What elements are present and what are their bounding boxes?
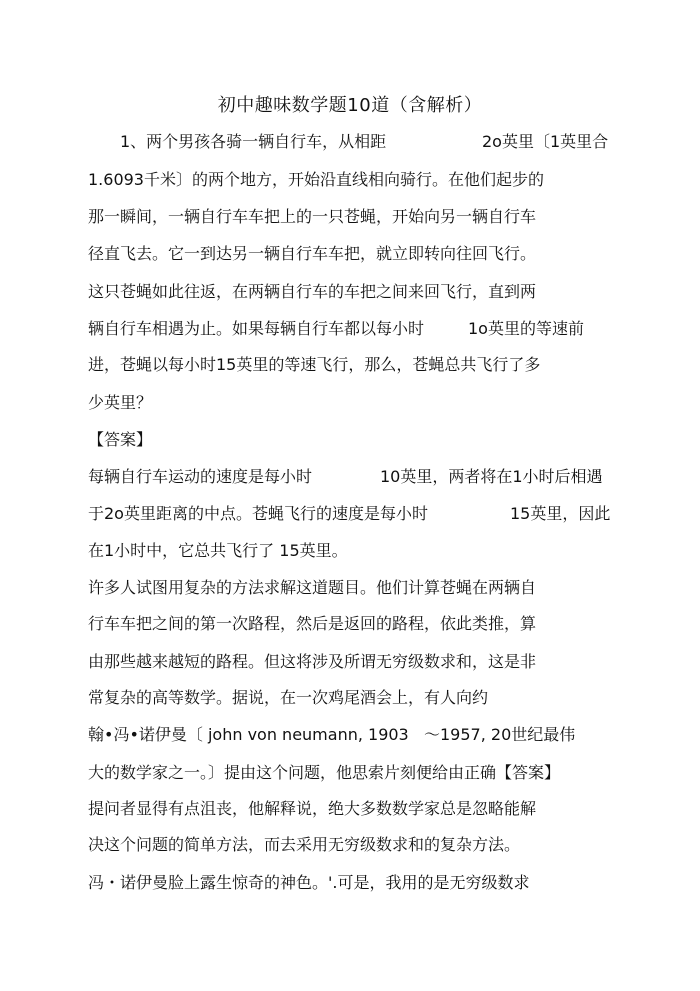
paragraph-line	[88, 205, 536, 229]
text-segment: 行车车把之间的第一次路程，然后是返回的路程，依此类推，算	[88, 614, 537, 633]
paragraph-line	[88, 465, 603, 489]
text-segment: 每辆自行车运动的速度是每小时	[88, 467, 313, 486]
section-heading-answer	[88, 428, 152, 452]
text-segment: 径直飞去。它一到达另一辆自行车车把，就立即转向往回飞行。	[88, 244, 537, 263]
paragraph-line	[88, 686, 488, 710]
paragraph-line	[88, 317, 584, 341]
text-segment: 1、两个男孩各骑一辆自行车，从相距	[120, 132, 387, 151]
text-segment: 进，苍蝇以每小时15英里的等速飞行，那么，苍蝇总共飞行了多	[88, 355, 541, 374]
paragraph-line	[88, 576, 536, 600]
paragraph-line	[88, 761, 560, 785]
paragraph-line	[88, 612, 536, 636]
text-segment: 在1小时中，它总共飞行了 15英里。	[88, 541, 348, 560]
paragraph-line	[88, 833, 520, 857]
paragraph-line	[88, 168, 544, 192]
text-segment: 冯・诺伊曼脸上露生惊奇的神色。'.可是，我用的是无穷级数求	[88, 873, 530, 892]
paragraph-line	[88, 353, 540, 377]
text-segment: 【答案】	[88, 430, 153, 449]
text-segment: 1.6093千米〕的两个地方，开始沿直线相向骑行。在他们起步的	[88, 170, 544, 189]
text-segment: 这只苍蝇如此往返，在两辆自行车的车把之间来回飞行，直到两	[88, 282, 537, 301]
text-segment: 于2o英里距离的中点。苍蝇飞行的速度是每小时	[88, 504, 428, 523]
text-segment: 决这个问题的简单方法，而去采用无穷级数求和的复杂方法。	[88, 835, 521, 854]
text-segment: 10英里，两者将在1小时后相遇	[380, 467, 603, 486]
text-segment: 许多人试图用复杂的方法求解这道题目。他们计算苍蝇在两辆自	[88, 578, 537, 597]
text-segment: 大的数学家之一。〕提由这个问题，他思索片刻便给由正确【答案】	[88, 763, 561, 782]
paragraph-line	[120, 130, 609, 154]
text-segment: 由那些越来越短的路程。但这将涉及所谓无穷级数求和，这是非	[88, 652, 537, 671]
text-segment: 辆自行车相遇为止。如果每辆自行车都以每小时	[88, 319, 425, 338]
paragraph-line	[88, 539, 348, 563]
text-segment: 少英里？	[88, 393, 153, 412]
page-title: 初中趣味数学题10道（含解析）	[217, 95, 483, 116]
paragraph-line	[88, 242, 536, 266]
paragraph-line	[88, 871, 530, 895]
text-segment: 1o英里的等速前	[468, 319, 584, 338]
paragraph-line	[88, 502, 611, 526]
text-segment: 翰•冯•诺伊曼〔 john von neumann, 1903	[88, 725, 409, 744]
text-segment: 那一瞬间，一辆自行车车把上的一只苍蝇，开始向另一辆自行车	[88, 207, 537, 226]
text-segment: 〜1957, 20世纪最伟	[424, 725, 576, 744]
paragraph-line	[88, 723, 576, 747]
text-segment: 提问者显得有点沮丧，他解释说，绝大多数数学家总是忽略能解	[88, 799, 537, 818]
paragraph-line	[88, 391, 152, 415]
text-segment: 常复杂的高等数学。据说，在一次鸡尾酒会上，有人向约	[88, 688, 489, 707]
paragraph-line	[88, 650, 536, 674]
text-segment: 2o英里〔1英里合	[482, 132, 609, 151]
paragraph-line	[88, 797, 536, 821]
text-segment: 15英里，因此	[510, 504, 611, 523]
paragraph-line	[88, 280, 536, 304]
